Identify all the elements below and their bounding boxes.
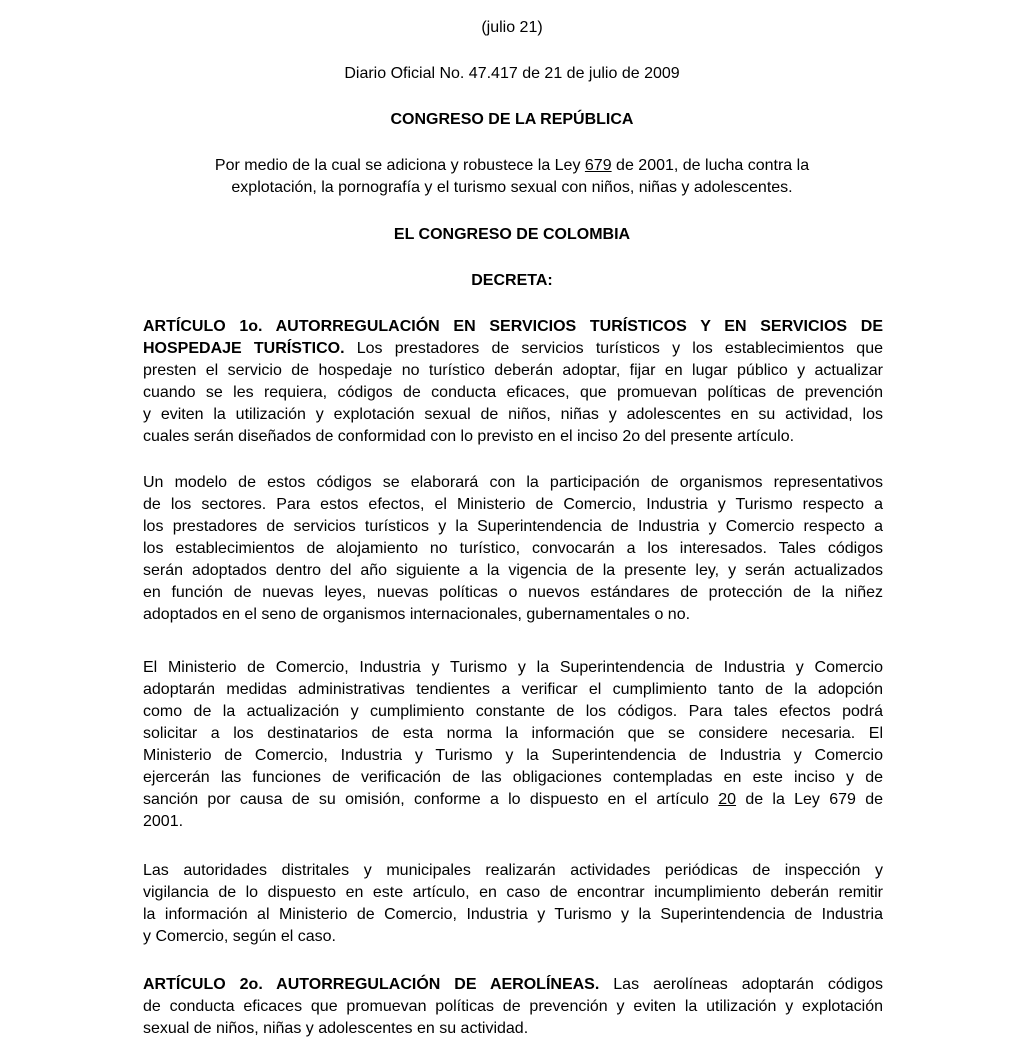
article-1-paragraph-2: [143, 472, 883, 626]
article-1-heading: ARTÍCULO 1o. AUTORREGULACIÓN EN SERVICIOS TURÍSTICOS Y EN SERVICIOS DE: [143, 318, 883, 335]
summary-text-b: de 2001, de lucha contra la: [611, 157, 810, 174]
paragraph-line: 2001.: [143, 813, 184, 830]
paragraph-line: Un modelo de estos códigos se elaborará con la participación de organismos representativos: [143, 474, 883, 491]
article-1-line: [143, 338, 883, 360]
paragraph-line: vigilancia de lo dispuesto en este artículo, en caso de encontrar incumplimiento deberán remitir: [143, 884, 883, 901]
article-1-line: y eviten la utilización y explotación sexual de niños, niñas y adolescentes en su actividad, los: [143, 406, 883, 423]
article-1-paragraph-1: [143, 316, 883, 448]
summary-text-a: Por medio de la cual se adiciona y robustece la Ley: [214, 157, 585, 174]
date-line: (julio 21): [481, 19, 543, 36]
paragraph-line: Las autoridades distritales y municipales realizarán actividades periódicas de inspección y: [143, 862, 883, 879]
article-1-line: cuales serán diseñados de conformidad con lo previsto en el inciso 2o del presente artículo.: [143, 428, 795, 445]
law-summary-line-1: [0, 155, 1024, 177]
enactor-heading: EL CONGRESO DE COLOMBIA: [393, 226, 631, 243]
article-20-link[interactable]: 20: [718, 791, 737, 808]
law-summary-line-2: explotación, la pornografía y el turismo sexual con niños, niñas y adolescentes.: [231, 179, 793, 196]
paragraph-line: sexual de niños, niñas y adolescentes en su actividad.: [143, 1020, 529, 1037]
paragraph-line: solicitar a los destinatarios de esta norma la información que se considere necesaria. El: [143, 725, 883, 742]
paragraph-line: ejercerán las funciones de verificación de las obligaciones contempladas en este inciso y de: [143, 769, 883, 786]
paragraph-line: [143, 789, 883, 811]
article-1-line: cuando se les requiera, códigos de conducta eficaces, que promuevan políticas de prevención: [143, 384, 883, 401]
paragraph-line: [143, 974, 883, 996]
article-1-text: Los prestadores de servicios turísticos y los establecimientos que: [344, 340, 883, 357]
article-1-line: presten el servicio de hospedaje no turístico deberán adoptar, fijar en lugar público y actualizar: [143, 362, 883, 379]
paragraph-line: los establecimientos de alojamiento no turístico, convocarán a los interesados. Tales códigos: [143, 540, 883, 557]
law-679-link[interactable]: 679: [584, 157, 612, 174]
paragraph-line: Ministerio de Comercio, Industria y Turismo y la Superintendencia de Industria y Comercio: [143, 747, 883, 764]
article-2-paragraph: [143, 974, 883, 1040]
article-2-text: Las aerolíneas adoptarán códigos: [599, 976, 883, 993]
article-1-heading-cont: HOSPEDAJE TURÍSTICO.: [143, 340, 345, 357]
article-1-paragraph-3: [143, 657, 883, 833]
paragraph-line: adoptarán medidas administrativas tendientes a verificar el cumplimiento tanto de la adopción: [143, 681, 883, 698]
paragraph-line: serán adoptados dentro del año siguiente a la vigencia de la presente ley, y serán actualizados: [143, 562, 883, 579]
paragraph-line: de conducta eficaces que promuevan políticas de prevención y eviten la utilización y explotación: [143, 998, 883, 1015]
text-fragment: sanción por causa de su omisión, conforme a lo dispuesto en el artículo: [143, 791, 719, 808]
paragraph-line: adoptados en el seno de organismos internacionales, gubernamentales o no.: [143, 606, 691, 623]
paragraph-line: de los sectores. Para estos efectos, el Ministerio de Comercio, Industria y Turismo respecto a: [143, 496, 883, 513]
paragraph-line: como de la actualización y cumplimiento constante de los códigos. Para tales efectos podrá: [143, 703, 883, 720]
paragraph-line: y Comercio, según el caso.: [143, 928, 336, 945]
article-1-paragraph-4: [143, 860, 883, 948]
decree-heading: DECRETA:: [471, 272, 553, 289]
issuer-heading: CONGRESO DE LA REPÚBLICA: [390, 111, 634, 128]
text-fragment: de la Ley 679 de: [736, 791, 884, 808]
paragraph-line: El Ministerio de Comercio, Industria y Turismo y la Superintendencia de Industria y Comercio: [143, 659, 883, 676]
paragraph-line: en función de nuevas leyes, nuevas políticas o nuevos estándares de protección de la niñez: [143, 584, 883, 601]
article-2-heading: ARTÍCULO 2o. AUTORREGULACIÓN DE AEROLÍNEAS.: [143, 976, 600, 993]
paragraph-line: los prestadores de servicios turísticos y la Superintendencia de Industria y Comercio respecto a: [143, 518, 883, 535]
gazette-reference: Diario Oficial No. 47.417 de 21 de julio de 2009: [344, 65, 680, 82]
paragraph-line: la información al Ministerio de Comercio, Industria y Turismo y la Superintendencia de Industria: [143, 906, 883, 923]
